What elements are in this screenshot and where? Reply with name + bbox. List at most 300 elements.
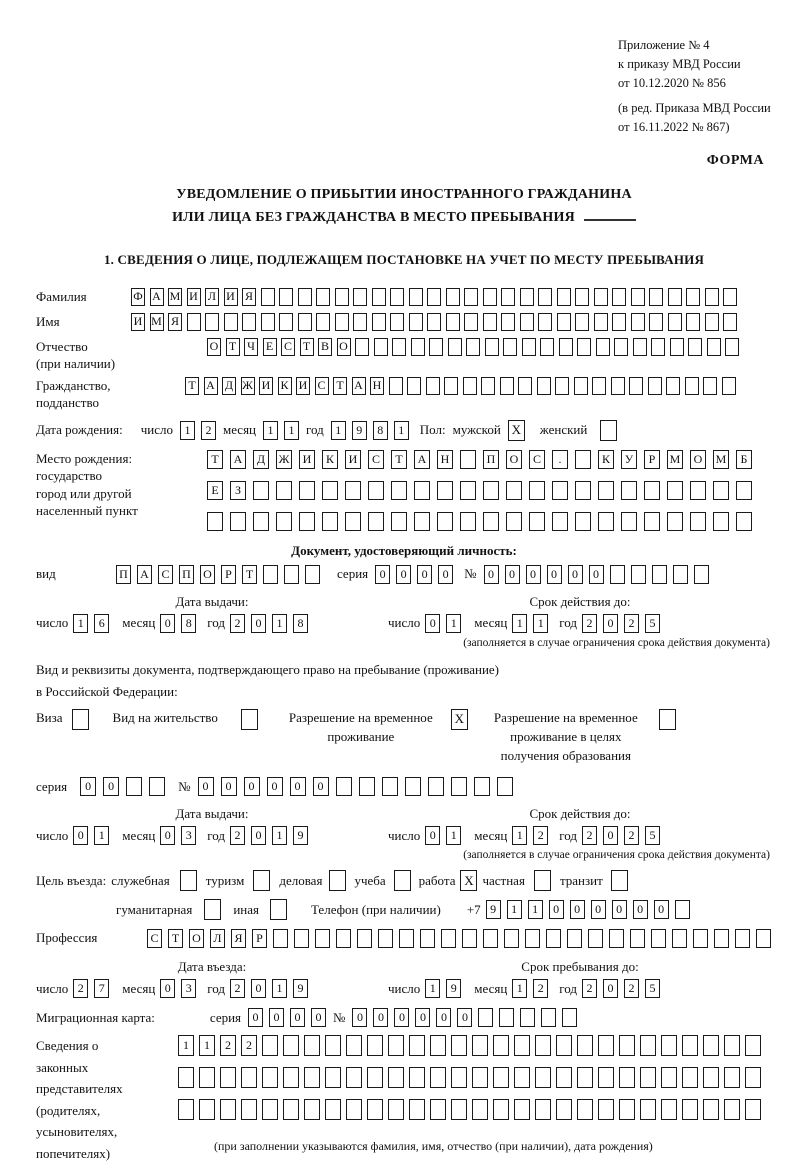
char-cell[interactable] [437,512,453,531]
char-cell[interactable]: О [189,929,204,948]
char-cell[interactable]: 0 [547,565,562,584]
purpose-study-checkbox[interactable] [394,870,411,891]
char-cell[interactable]: 1 [512,614,527,633]
char-cell[interactable] [552,481,568,500]
char-cell[interactable] [500,377,514,395]
char-cell[interactable] [640,1067,656,1088]
char-cell[interactable] [374,338,388,356]
residence-issue-year-cells[interactable] [230,826,308,845]
char-cell[interactable] [472,1035,488,1056]
char-cell[interactable]: 2 [582,979,597,998]
char-cell[interactable] [661,1035,677,1056]
char-cell[interactable] [673,565,688,584]
char-cell[interactable]: А [204,377,218,395]
surname-cells[interactable] [131,288,737,306]
char-cell[interactable]: 0 [244,777,260,796]
char-cell[interactable]: 1 [272,826,287,845]
char-cell[interactable] [690,512,706,531]
char-cell[interactable] [451,1067,467,1088]
char-cell[interactable] [703,1035,719,1056]
char-cell[interactable]: 0 [313,777,329,796]
char-cell[interactable]: Ф [131,288,145,306]
char-cell[interactable] [299,512,315,531]
char-cell[interactable] [409,1067,425,1088]
char-cell[interactable] [411,338,425,356]
char-cell[interactable]: М [168,288,182,306]
char-cell[interactable] [464,288,478,306]
char-cell[interactable] [372,313,386,331]
profession-cells[interactable] [147,929,771,948]
char-cell[interactable] [336,929,351,948]
sex-male-checkbox[interactable]: X [508,420,525,441]
char-cell[interactable] [346,1035,362,1056]
char-cell[interactable]: 0 [484,565,499,584]
char-cell[interactable] [464,313,478,331]
char-cell[interactable] [322,481,338,500]
char-cell[interactable] [368,512,384,531]
residence-valid-month-cells[interactable] [512,826,548,845]
char-cell[interactable]: О [506,450,522,469]
char-cell[interactable] [390,313,404,331]
char-cell[interactable] [736,512,752,531]
char-cell[interactable]: М [713,450,729,469]
char-cell[interactable]: 2 [624,979,639,998]
char-cell[interactable] [345,481,361,500]
char-cell[interactable] [420,929,435,948]
char-cell[interactable] [520,1008,535,1027]
char-cell[interactable] [535,1035,551,1056]
char-cell[interactable]: Я [242,288,256,306]
char-cell[interactable]: 1 [73,614,88,633]
char-cell[interactable]: К [598,450,614,469]
char-cell[interactable] [723,313,737,331]
char-cell[interactable]: А [230,450,246,469]
char-cell[interactable]: И [187,288,201,306]
char-cell[interactable]: 0 [251,979,266,998]
char-cell[interactable] [538,288,552,306]
char-cell[interactable] [409,313,423,331]
char-cell[interactable] [745,1035,761,1056]
char-cell[interactable]: 1 [528,900,543,919]
char-cell[interactable] [430,1067,446,1088]
char-cell[interactable] [724,1067,740,1088]
char-cell[interactable] [355,338,369,356]
entry-day-cells[interactable] [73,979,109,998]
char-cell[interactable]: 0 [198,777,214,796]
char-cell[interactable] [253,512,269,531]
char-cell[interactable] [693,929,708,948]
char-cell[interactable] [481,377,495,395]
char-cell[interactable] [619,1035,635,1056]
char-cell[interactable]: 0 [396,565,411,584]
char-cell[interactable] [666,377,680,395]
char-cell[interactable] [230,512,246,531]
char-cell[interactable]: 0 [160,979,175,998]
char-cell[interactable] [241,1067,257,1088]
char-cell[interactable]: Д [253,450,269,469]
char-cell[interactable] [652,565,667,584]
char-cell[interactable] [367,1067,383,1088]
char-cell[interactable] [575,450,591,469]
char-cell[interactable] [460,481,476,500]
char-cell[interactable] [588,929,603,948]
char-cell[interactable]: 0 [568,565,583,584]
char-cell[interactable] [713,512,729,531]
char-cell[interactable]: 2 [230,826,245,845]
char-cell[interactable] [441,929,456,948]
char-cell[interactable] [345,512,361,531]
char-cell[interactable] [388,1067,404,1088]
char-cell[interactable] [474,777,490,796]
char-cell[interactable] [559,338,573,356]
visa-checkbox[interactable] [72,709,89,730]
char-cell[interactable] [389,377,403,395]
char-cell[interactable] [483,929,498,948]
phone-cells[interactable] [486,900,690,919]
char-cell[interactable] [126,777,142,796]
char-cell[interactable]: 9 [352,421,367,440]
char-cell[interactable]: 0 [603,979,618,998]
char-cell[interactable] [497,777,513,796]
char-cell[interactable]: 0 [221,777,237,796]
char-cell[interactable]: 0 [612,900,627,919]
char-cell[interactable] [451,1099,467,1120]
char-cell[interactable]: 2 [241,1035,257,1056]
char-cell[interactable] [283,1067,299,1088]
char-cell[interactable] [283,1099,299,1120]
char-cell[interactable] [736,481,752,500]
char-cell[interactable] [388,1099,404,1120]
char-cell[interactable]: 1 [331,421,346,440]
char-cell[interactable] [633,338,647,356]
char-cell[interactable]: 0 [654,900,669,919]
char-cell[interactable] [304,1099,320,1120]
char-cell[interactable] [199,1099,215,1120]
char-cell[interactable]: 0 [633,900,648,919]
char-cell[interactable]: М [150,313,164,331]
char-cell[interactable] [448,338,462,356]
char-cell[interactable] [276,481,292,500]
char-cell[interactable]: И [259,377,273,395]
purpose-tourism-checkbox[interactable] [253,870,270,891]
char-cell[interactable] [353,288,367,306]
char-cell[interactable] [353,313,367,331]
char-cell[interactable] [649,288,663,306]
char-cell[interactable]: 0 [505,565,520,584]
char-cell[interactable]: С [529,450,545,469]
char-cell[interactable]: С [281,338,295,356]
char-cell[interactable]: 0 [549,900,564,919]
char-cell[interactable]: Ж [276,450,292,469]
char-cell[interactable] [460,512,476,531]
char-cell[interactable] [675,900,690,919]
stay-month-cells[interactable] [512,979,548,998]
id-doc-number-cells[interactable] [484,565,709,584]
char-cell[interactable] [682,1035,698,1056]
char-cell[interactable] [357,929,372,948]
char-cell[interactable] [661,1099,677,1120]
char-cell[interactable]: Я [168,313,182,331]
entry-month-cells[interactable] [160,979,196,998]
char-cell[interactable]: 2 [230,614,245,633]
char-cell[interactable]: О [207,338,221,356]
char-cell[interactable] [279,288,293,306]
char-cell[interactable]: 0 [73,826,88,845]
char-cell[interactable] [722,377,736,395]
representatives-row2-cells[interactable] [178,1067,761,1088]
char-cell[interactable]: Р [221,565,236,584]
char-cell[interactable]: 6 [94,614,109,633]
char-cell[interactable] [299,481,315,500]
char-cell[interactable]: 5 [645,614,660,633]
char-cell[interactable]: П [116,565,131,584]
char-cell[interactable] [668,313,682,331]
char-cell[interactable] [557,288,571,306]
char-cell[interactable] [546,929,561,948]
char-cell[interactable] [577,338,591,356]
char-cell[interactable] [514,1099,530,1120]
char-cell[interactable] [262,1067,278,1088]
char-cell[interactable] [556,1099,572,1120]
char-cell[interactable] [367,1099,383,1120]
char-cell[interactable] [541,1008,556,1027]
char-cell[interactable] [514,1067,530,1088]
char-cell[interactable] [298,288,312,306]
residence-permit-checkbox[interactable] [241,709,258,730]
char-cell[interactable] [537,377,551,395]
char-cell[interactable]: 0 [290,1008,305,1027]
char-cell[interactable] [556,1035,572,1056]
char-cell[interactable]: 2 [582,826,597,845]
char-cell[interactable] [703,377,717,395]
char-cell[interactable] [346,1099,362,1120]
char-cell[interactable]: А [414,450,430,469]
char-cell[interactable]: 1 [94,826,109,845]
char-cell[interactable]: К [322,450,338,469]
birth-place-row3-cells[interactable] [207,512,752,531]
char-cell[interactable] [575,288,589,306]
id-doc-valid-year-cells[interactable] [582,614,660,633]
char-cell[interactable] [577,1035,593,1056]
char-cell[interactable]: С [147,929,162,948]
char-cell[interactable] [520,313,534,331]
char-cell[interactable]: 2 [220,1035,236,1056]
char-cell[interactable] [263,565,278,584]
char-cell[interactable] [644,481,660,500]
char-cell[interactable]: 7 [94,979,109,998]
char-cell[interactable] [725,338,739,356]
char-cell[interactable]: Н [437,450,453,469]
char-cell[interactable] [631,313,645,331]
char-cell[interactable] [745,1067,761,1088]
char-cell[interactable]: С [315,377,329,395]
char-cell[interactable] [629,377,643,395]
char-cell[interactable] [409,288,423,306]
residence-valid-year-cells[interactable] [582,826,660,845]
char-cell[interactable] [493,1067,509,1088]
purpose-other-checkbox[interactable] [270,899,287,920]
char-cell[interactable] [322,512,338,531]
char-cell[interactable] [283,1035,299,1056]
char-cell[interactable] [667,481,683,500]
char-cell[interactable]: 0 [438,565,453,584]
char-cell[interactable] [372,288,386,306]
char-cell[interactable] [325,1035,341,1056]
char-cell[interactable]: 1 [394,421,409,440]
char-cell[interactable] [503,338,517,356]
char-cell[interactable]: 0 [352,1008,367,1027]
temp-residence-checkbox[interactable]: X [451,709,468,730]
temp-residence-education-checkbox[interactable] [659,709,676,730]
char-cell[interactable] [598,1099,614,1120]
id-doc-valid-day-cells[interactable] [425,614,461,633]
char-cell[interactable] [325,1067,341,1088]
char-cell[interactable]: 0 [589,565,604,584]
char-cell[interactable]: Я [231,929,246,948]
char-cell[interactable] [429,338,443,356]
char-cell[interactable]: 2 [624,614,639,633]
char-cell[interactable]: 0 [375,565,390,584]
char-cell[interactable] [506,481,522,500]
char-cell[interactable] [514,1035,530,1056]
char-cell[interactable] [409,1035,425,1056]
stay-day-cells[interactable] [425,979,461,998]
char-cell[interactable] [262,1099,278,1120]
char-cell[interactable]: П [179,565,194,584]
char-cell[interactable] [577,1067,593,1088]
char-cell[interactable]: 8 [373,421,388,440]
char-cell[interactable] [688,338,702,356]
char-cell[interactable]: Р [644,450,660,469]
char-cell[interactable] [294,929,309,948]
char-cell[interactable] [392,338,406,356]
char-cell[interactable]: 0 [290,777,306,796]
char-cell[interactable]: 9 [293,826,308,845]
char-cell[interactable]: 2 [201,421,216,440]
char-cell[interactable] [552,512,568,531]
char-cell[interactable] [735,929,750,948]
char-cell[interactable] [407,377,421,395]
purpose-humanitarian-checkbox[interactable] [204,899,221,920]
char-cell[interactable]: 0 [248,1008,263,1027]
char-cell[interactable]: И [345,450,361,469]
char-cell[interactable] [382,777,398,796]
char-cell[interactable]: С [368,450,384,469]
char-cell[interactable]: Т [185,377,199,395]
char-cell[interactable] [298,313,312,331]
char-cell[interactable]: . [552,450,568,469]
char-cell[interactable]: Н [370,377,384,395]
id-doc-valid-month-cells[interactable] [512,614,548,633]
residence-issue-month-cells[interactable] [160,826,196,845]
char-cell[interactable]: 0 [373,1008,388,1027]
char-cell[interactable] [577,1099,593,1120]
char-cell[interactable] [242,313,256,331]
char-cell[interactable] [522,338,536,356]
char-cell[interactable] [557,313,571,331]
char-cell[interactable] [703,1099,719,1120]
char-cell[interactable] [414,512,430,531]
char-cell[interactable] [463,377,477,395]
char-cell[interactable]: И [224,288,238,306]
residence-valid-day-cells[interactable] [425,826,461,845]
char-cell[interactable]: С [158,565,173,584]
char-cell[interactable]: Б [736,450,752,469]
char-cell[interactable]: Ч [244,338,258,356]
char-cell[interactable] [714,929,729,948]
char-cell[interactable] [631,288,645,306]
char-cell[interactable]: Т [226,338,240,356]
char-cell[interactable] [451,777,467,796]
char-cell[interactable] [619,1067,635,1088]
char-cell[interactable] [460,450,476,469]
char-cell[interactable]: 2 [533,826,548,845]
char-cell[interactable] [199,1067,215,1088]
char-cell[interactable] [609,929,624,948]
char-cell[interactable]: 9 [486,900,501,919]
char-cell[interactable] [220,1067,236,1088]
char-cell[interactable] [367,1035,383,1056]
char-cell[interactable] [694,565,709,584]
char-cell[interactable]: 0 [251,826,266,845]
stay-year-cells[interactable] [582,979,660,998]
char-cell[interactable]: 0 [80,777,96,796]
char-cell[interactable] [745,1099,761,1120]
char-cell[interactable] [621,481,637,500]
char-cell[interactable] [648,377,662,395]
char-cell[interactable] [592,377,606,395]
char-cell[interactable] [540,338,554,356]
char-cell[interactable] [724,1035,740,1056]
char-cell[interactable] [426,377,440,395]
char-cell[interactable] [368,481,384,500]
char-cell[interactable] [483,288,497,306]
char-cell[interactable] [261,313,275,331]
purpose-transit-checkbox[interactable] [611,870,628,891]
char-cell[interactable]: 3 [181,826,196,845]
char-cell[interactable] [598,1067,614,1088]
char-cell[interactable]: 1 [180,421,195,440]
residence-series-cells[interactable] [80,777,165,796]
char-cell[interactable]: П [483,450,499,469]
char-cell[interactable] [598,481,614,500]
char-cell[interactable] [574,377,588,395]
char-cell[interactable] [631,565,646,584]
char-cell[interactable] [682,1099,698,1120]
purpose-work-checkbox[interactable]: X [460,870,477,891]
char-cell[interactable]: 1 [533,614,548,633]
char-cell[interactable]: 0 [526,565,541,584]
char-cell[interactable]: А [150,288,164,306]
char-cell[interactable]: М [667,450,683,469]
char-cell[interactable]: 5 [645,826,660,845]
char-cell[interactable] [335,313,349,331]
char-cell[interactable] [253,481,269,500]
char-cell[interactable]: Т [168,929,183,948]
purpose-official-checkbox[interactable] [180,870,197,891]
char-cell[interactable]: 1 [512,979,527,998]
char-cell[interactable]: 1 [425,979,440,998]
char-cell[interactable] [405,777,421,796]
sex-female-checkbox[interactable] [600,420,617,441]
char-cell[interactable] [575,481,591,500]
char-cell[interactable] [651,929,666,948]
birth-place-row1-cells[interactable] [207,450,752,469]
char-cell[interactable]: 3 [181,979,196,998]
char-cell[interactable]: 1 [272,614,287,633]
char-cell[interactable]: 2 [73,979,88,998]
char-cell[interactable] [529,512,545,531]
